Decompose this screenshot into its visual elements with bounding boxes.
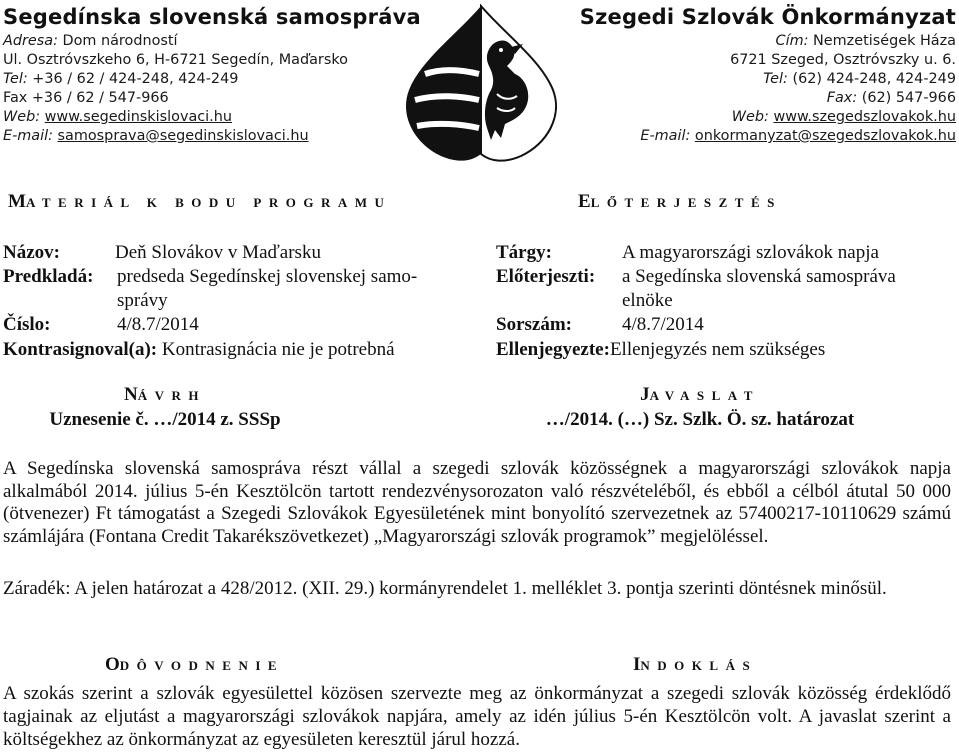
- kontrasignacia-label: Kontrasignoval(a):: [3, 339, 158, 360]
- cislo-value: 4/8.7/2014: [117, 314, 199, 335]
- odovodnenie-heading: ODÔVODNENIE: [105, 654, 285, 675]
- left-address-label: Adresa:: [3, 33, 58, 49]
- right-fax-line: [580, 89, 956, 108]
- indoklas-heading: INDOKLÁS: [633, 654, 758, 675]
- sorszam-value: 4/8.7/2014: [622, 314, 704, 335]
- right-tel-line: [580, 70, 956, 89]
- left-email-link[interactable]: samosprava@segedinskislovaci.hu: [57, 128, 309, 144]
- right-address-value: Nemzetiségek Háza: [813, 33, 956, 49]
- left-email-line: [3, 127, 421, 146]
- sorszam-label: Sorszám:: [496, 314, 572, 335]
- navrh-heading: NÁVRH: [123, 384, 206, 405]
- ellenjegyezte-value: Ellenjegyzés nem szükséges: [609, 339, 826, 360]
- right-fax-value: (62) 547-966: [861, 90, 956, 106]
- left-web-line: [3, 108, 421, 127]
- resolution-paragraph: A Segedínska slovenská samospráva részt vállal a szegedi szlovák közösségnek a magyarországi szlovákok napja alkalmából 2014. július 5-én Kesztölcön tartott rendezvénysorozaton való részvételéből, és ebből a célból átutal 50 000 (ötvenezer) Ft támogatást a Szegedi Szlovákok Egyesületének mint bonyolító szervezetnek az 57400217-10110629 számú számlájára (Fontana Credit Takarékszövetkezet) „Magyarországi szlovák programok” megjelöléssel.: [3, 458, 951, 547]
- right-web-label: Web:: [731, 109, 769, 125]
- predklada-value-1: predseda Segedínskej slovenskej samo-: [117, 266, 418, 287]
- indoklas-paragraph: A szokás szerint a szlovák egyesülettel közösen szervezte meg az önkormányzat a szegedi szlovák közösség érdeklődő tagjainak az eljutást a magyarországi szlovákok napjára, amely az idén július 5-én Kesztölcön volt. A javaslat szerint a költségekhez az önkormányzat az egyesületen keresztül járul hozzá.: [3, 683, 951, 750]
- eloterjeszti-value-2: elnöke: [622, 290, 673, 311]
- right-email-link[interactable]: onkormanyzat@szegedszlovakok.hu: [694, 128, 956, 144]
- left-address-line: [3, 32, 421, 51]
- coat-of-arms-icon: [397, 4, 565, 164]
- right-address-line: [580, 32, 956, 51]
- right-web-line: [580, 108, 956, 127]
- ellenjegyezte-label: Ellenjegyezte:: [496, 339, 610, 360]
- left-web-label: Web:: [3, 109, 41, 125]
- left-header: [3, 5, 421, 146]
- right-address-label: Cím:: [775, 33, 809, 49]
- hatarozat-number: …/2014. (…) Sz. Szlk. Ö. sz. határozat: [545, 409, 855, 430]
- right-web-link[interactable]: www.szegedszlovakok.hu: [773, 109, 956, 125]
- ellenjegyezte-row: [496, 339, 825, 361]
- left-fax-value: +36 / 62 / 547-966: [31, 90, 169, 106]
- left-tel-value: +36 / 62 / 424-248, 424-249: [32, 71, 239, 87]
- uznesenie-number: Uznesenie č. …/2014 z. SSSp: [49, 409, 281, 430]
- predklada-value-2: správy: [117, 290, 168, 311]
- targy-label: Tárgy:: [496, 242, 552, 263]
- kontrasignacia-value: Kontrasignácia nie je potrebná: [161, 339, 395, 360]
- left-web-link[interactable]: www.segedinskislovaci.hu: [44, 109, 233, 125]
- right-email-label: E-mail:: [640, 128, 691, 144]
- right-tel-label: Tel:: [763, 71, 788, 87]
- right-organization-title: Szegedi Szlovák Önkormányzat: [579, 5, 956, 29]
- javaslat-heading: JAVASLAT: [640, 384, 760, 405]
- cislo-label: Číslo:: [3, 314, 51, 335]
- right-street-line: 6721 Szeged, Osztróvszky u. 6.: [730, 52, 956, 68]
- left-organization-title: Segedínska slovenská samospráva: [3, 5, 421, 29]
- left-tel-label: Tel:: [3, 71, 28, 87]
- left-email-label: E-mail:: [3, 128, 53, 144]
- nazov-row: [3, 242, 60, 264]
- kontrasignacia-row: [3, 339, 395, 361]
- nazov-label: Názov:: [3, 242, 60, 263]
- zaradek-paragraph: Záradék: A jelen határozat a 428/2012. (XII. 29.) kormányrendelet 1. melléklet 3. pontja szerinti döntésnek minősül.: [3, 578, 887, 599]
- left-fax-line: [3, 89, 421, 108]
- left-tel-line: [3, 70, 421, 89]
- material-heading: MATERIÁL K BODU PROGRAMU: [8, 191, 392, 212]
- right-tel-value: (62) 424-248, 424-249: [792, 71, 956, 87]
- coat-of-arms-logo: [397, 4, 565, 164]
- right-email-line: [580, 127, 956, 146]
- predklada-label: Predkladá:: [3, 266, 94, 287]
- eloterjeszti-value-1: a Segedínska slovenská samospráva: [622, 266, 896, 287]
- right-fax-label: Fax:: [826, 90, 858, 106]
- nazov-value: Deň Slovákov v Maďarsku: [115, 242, 321, 263]
- left-address-value: Dom národností: [62, 33, 178, 49]
- eloterjesztes-heading: ELŐTERJESZTÉS: [578, 191, 782, 212]
- targy-value: A magyarországi szlovákok napja: [622, 242, 879, 263]
- left-street-line: Ul. Osztróvszkeho 6, H-6721 Segedín, Maďarsko: [3, 52, 348, 68]
- left-fax-label: Fax: [3, 90, 28, 106]
- eloterjeszti-label: Előterjeszti:: [496, 266, 596, 287]
- right-header: [580, 5, 956, 146]
